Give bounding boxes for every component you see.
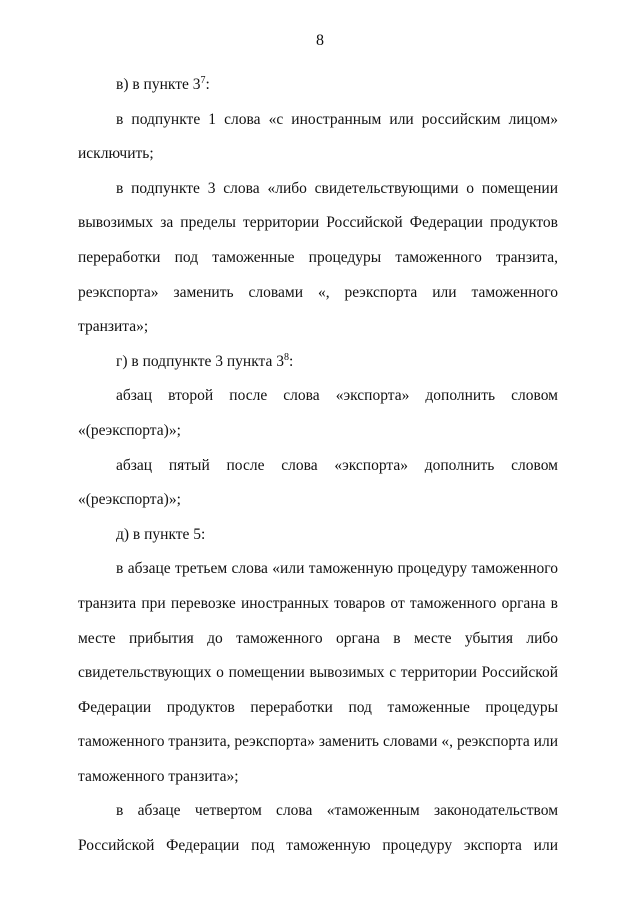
paragraph-text: : — [289, 352, 294, 370]
paragraph: в подпункте 3 слова «либо свидетельствующими о помещении вывозимых за пределы территории Российской Федерации продуктов переработки под таможенные процедуры таможенного транзита, реэкспорта» заменить словами «, реэкспорта или таможенного транзита»; — [78, 179, 558, 336]
paragraph-text: : — [205, 76, 210, 93]
page-number: 8 — [316, 32, 324, 49]
superscript: 7 — [200, 74, 206, 86]
paragraph: абзац второй после слова «экспорта» дополнить словом «(реэкспорта)»; — [78, 387, 558, 439]
paragraph-item-v — [78, 68, 558, 103]
superscript: 8 — [284, 351, 290, 363]
paragraph-continued: в абзаце четвертом слова «таможенным законодательством Российской Федерации под таможенную процедуру экспорта или — [78, 802, 558, 855]
paragraph: абзац пятый после слова «экспорта» дополнить словом «(реэкспорта)»; — [78, 456, 558, 509]
document-body — [78, 68, 558, 864]
paragraph: в подпункте 1 слова «с иностранным или российским лицом» исключить; — [78, 110, 558, 163]
paragraph: в абзаце третьем слова «или таможенную процедуру таможенного транзита при перевозке иностранных товаров от таможенного органа в месте прибытия до таможенного органа в месте убытия либо свидетельствующих о помещении вывозимых с территории Российской Федерации продуктов переработки под таможенные процедуры таможенного транзита, реэкспорта» заменить словами «, реэкспорта или таможенного транзита»; — [78, 560, 558, 785]
paragraph-item-g — [78, 345, 558, 380]
paragraph-item-d: д) в пункте 5: — [116, 525, 206, 543]
paragraph-text: в) в пункте 3 — [116, 76, 201, 93]
paragraph-text: г) в подпункте 3 пункта 3 — [116, 352, 285, 370]
